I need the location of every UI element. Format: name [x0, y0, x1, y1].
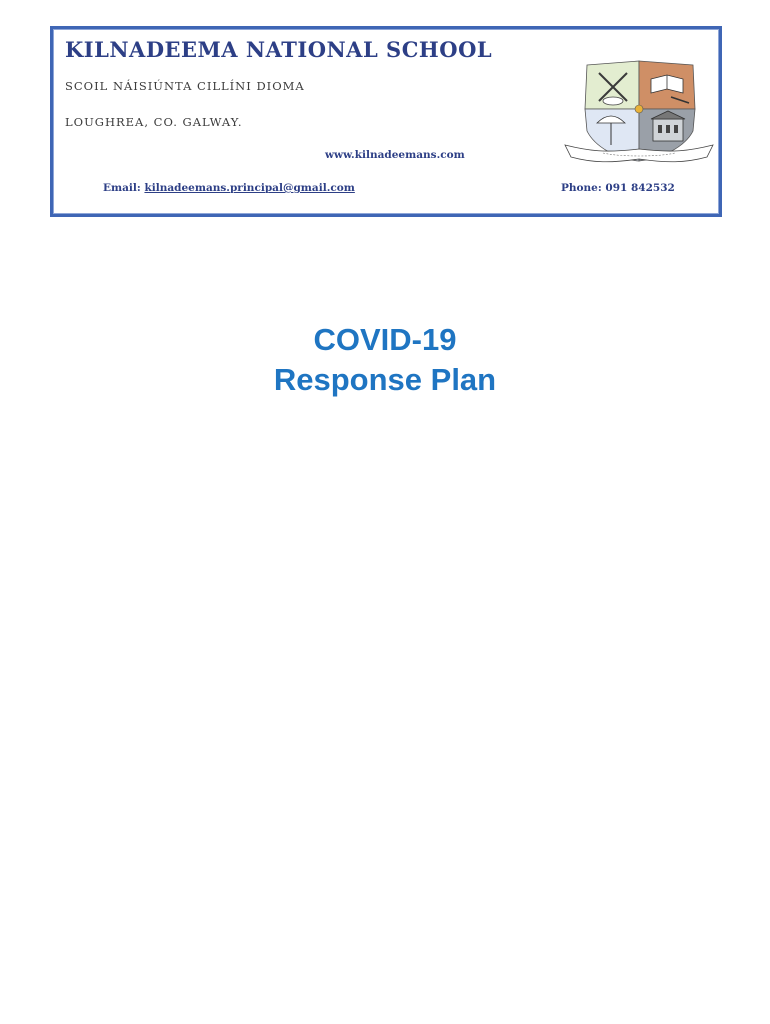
document-title — [0, 320, 770, 400]
school-irish-name: SCOIL NÁISIÚNTA CILLÍNI DIOMA — [65, 79, 305, 93]
email-row — [103, 182, 355, 194]
phone-label: Phone: — [561, 182, 602, 194]
email-link[interactable]: kilnadeemans.principal@gmail.com — [144, 182, 355, 194]
document-title-line1: COVID-19 — [313, 322, 457, 357]
phone-number: 091 842532 — [605, 182, 675, 194]
website-link[interactable]: www.kilnadeemans.com — [325, 149, 465, 161]
letterhead-box — [50, 26, 722, 217]
phone-row — [561, 182, 675, 194]
document-title-line2: Response Plan — [273, 362, 497, 397]
email-label: Email: — [103, 182, 141, 194]
school-crest-icon — [559, 49, 719, 167]
school-address: LOUGHREA, CO. GALWAY. — [65, 115, 243, 129]
school-name: KILNADEEMA NATIONAL SCHOOL — [65, 37, 493, 62]
